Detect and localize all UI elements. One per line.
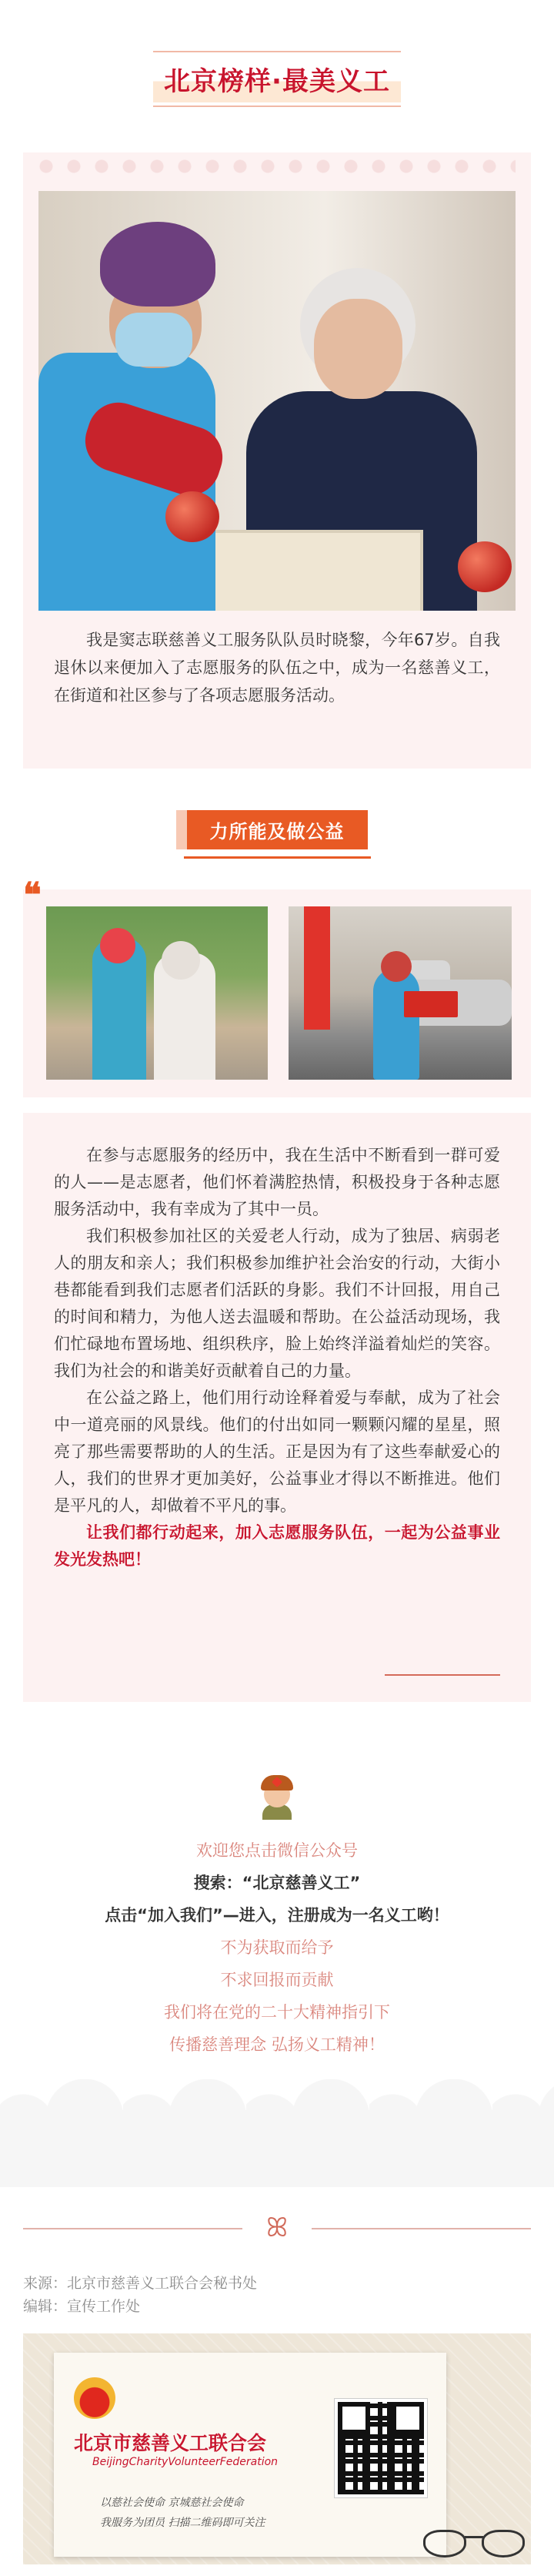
call-to-action: 让我们都行动起来，加入志愿服务队伍，一起为公益事业发光发热吧！ [54, 1523, 500, 1569]
cta-search: 搜索：“北京慈善义工” [193, 1874, 361, 1892]
ribbon-bow-icon: ꕤ [265, 2213, 289, 2243]
editor-text: 编辑：宣传工作处 [23, 2298, 141, 2315]
activity-photo-1 [46, 906, 268, 1080]
org-banner [23, 2333, 531, 2564]
cta-line: 传播慈善理念 弘扬义工精神！ [169, 2035, 385, 2054]
section-header [0, 810, 554, 849]
intro-text: 我是窦志联慈善义工服务队队员时晓黎，今年67岁。自我退休以来便加入了志愿服务的队伍之中，成为一名慈善义工，在街道和社区参与了各项志愿服务活动。 [54, 631, 500, 705]
divider [385, 1674, 500, 1676]
apple [458, 541, 512, 592]
cta-line: 不为获取而给予 [220, 1938, 334, 1957]
federation-logo-icon [74, 2377, 115, 2419]
story-paragraph: 我们积极参加社区的关爱老人行动，成为了独居、病弱老人的朋友和亲人；我们积极参加维护社会治安的行动，大街小巷都能看到我们志愿者们活跃的身影。我们不计回报，用自己的时间和精力，为他人送去温暖和帮助。在公益活动现场，我们忙碌地布置场地、组织秩序，脸上始终洋溢着灿烂的笑容。我们为社会的和谐美好贡献着自己的力量。 [54, 1227, 500, 1380]
activity-photo-2 [289, 906, 512, 1080]
story-paragraph: 在参与志愿服务的经历中，我在生活中不断看到一群可爱的人——是志愿者，他们怀着满腔热情，积极投身于各种志愿服务活动中，我有幸成为了其中一员。 [54, 1146, 500, 1218]
photo-card [23, 876, 531, 1097]
divider [23, 2228, 242, 2229]
intro-photo [38, 191, 516, 611]
org-name: 北京市慈善义工联合会 [74, 2432, 267, 2454]
quote-mark-icon: ❝ [23, 876, 42, 915]
story-card [23, 1113, 531, 1702]
section-tag: 力所能及做公益 [187, 810, 368, 849]
cloud-band [0, 2110, 554, 2187]
glasses-decoration [423, 2522, 531, 2561]
follow-cta [0, 1834, 554, 2061]
article-meta [23, 2272, 257, 2318]
story-paragraph: 在公益之路上，他们用行动诠释着爱与奉献，成为了社会中一道亮丽的风景线。他们的付出如同一颗颗闪耀的星星，照亮了那些需要帮助的人的生活。正是因为有了这些奉献爱心的人，我们的世界才更加美好，公益事业才得以不断推进。他们是平凡的人，却做着不平凡的事。 [54, 1388, 500, 1515]
org-english-name: BeijingCharityVolunteerFederation [92, 2456, 279, 2468]
intro-card [23, 152, 531, 769]
scallop-border-top [38, 159, 516, 174]
divider [312, 2228, 531, 2229]
cta-line: 我们将在党的二十大精神指引下 [164, 2003, 390, 2022]
apple [165, 491, 219, 542]
qr-code-icon[interactable] [335, 2399, 427, 2497]
cta-line: 欢迎您点击微信公众号 [196, 1841, 358, 1860]
volunteer-figure [38, 222, 239, 611]
page-title: 北京榜样·最美义工 [153, 55, 401, 102]
org-card [54, 2353, 446, 2557]
source-text: 来源：北京市慈善义工联合会秘书处 [23, 2275, 258, 2292]
cta-join: 点击“加入我们”—进入，注册成为一名义工哟！ [105, 1906, 449, 1924]
org-note: 以慈社会使命 京城慈社会使命 我服务为团员 扫描二维码即可关注 [100, 2497, 265, 2529]
cta-line: 不求回报而贡献 [220, 1971, 334, 1989]
volunteer-avatar-icon [258, 1775, 296, 1820]
story-body [54, 1142, 500, 1573]
title-block [0, 55, 554, 102]
